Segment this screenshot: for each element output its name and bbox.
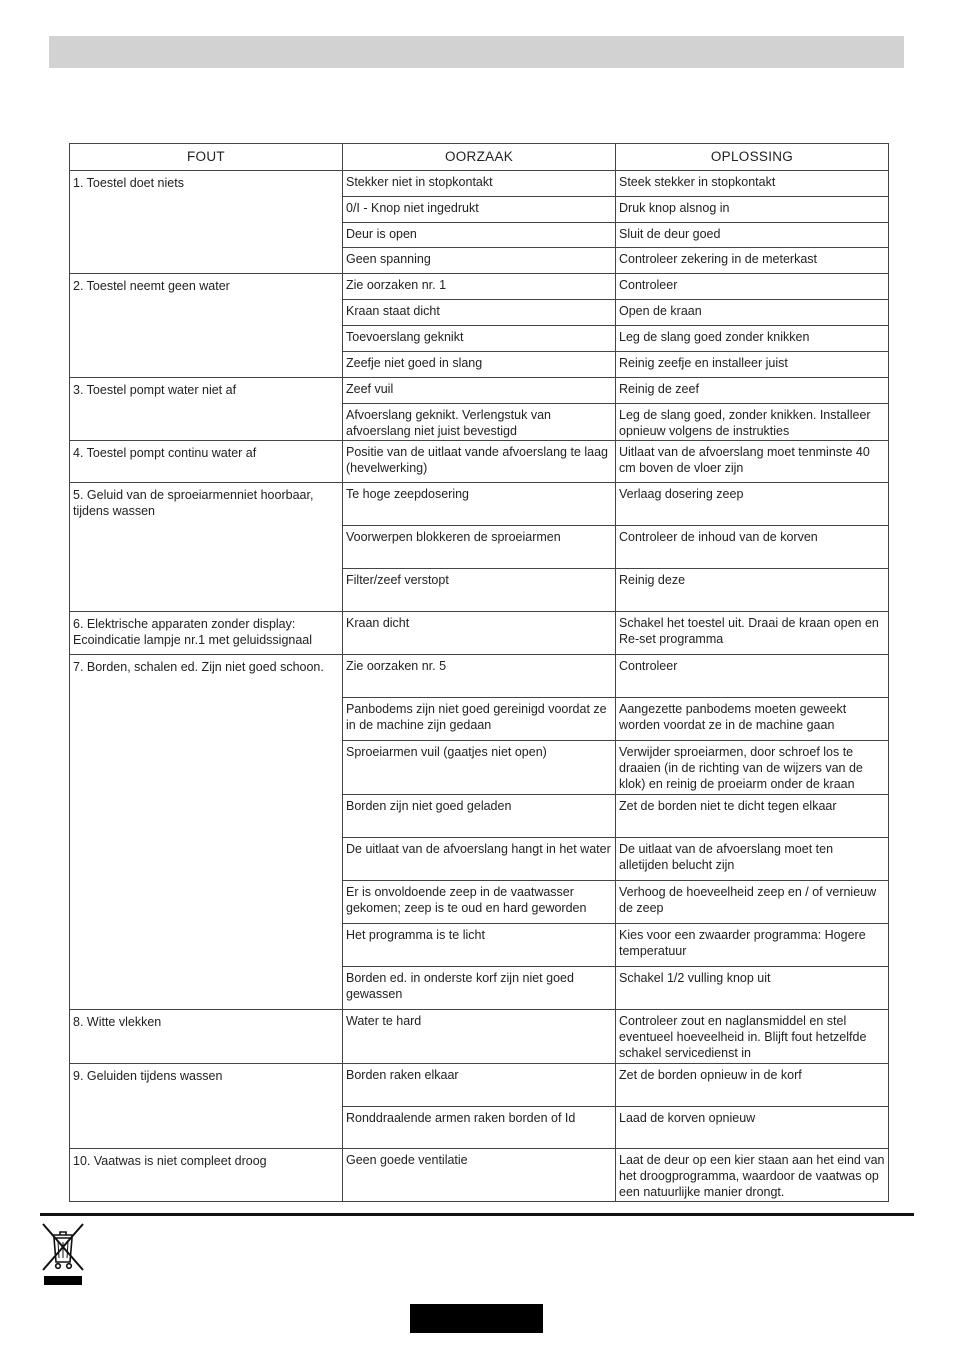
solution-cell: Schakel 1/2 vulling knop uit — [616, 967, 889, 1010]
fault-cell: 5. Geluid van de sproeiarmenniet hoorbaar, tijdens wassen — [70, 483, 343, 612]
fault-cell: 4. Toestel pompt continu water af — [70, 441, 343, 483]
solution-cell: Reinig deze — [616, 569, 889, 612]
solution-cell: Verlaag dosering zeep — [616, 483, 889, 526]
solution-cell: Steek stekker in stopkontakt — [616, 171, 889, 197]
solution-cell: De uitlaat van de afvoerslang moet ten alletijden belucht zijn — [616, 838, 889, 881]
cause-cell: Afvoerslang geknikt. Verlengstuk van afvoerslang niet juist bevestigd — [343, 404, 616, 441]
header-bar — [49, 36, 904, 68]
cause-cell: Kraan dicht — [343, 612, 616, 655]
cause-cell: Filter/zeef verstopt — [343, 569, 616, 612]
solution-cell: Schakel het toestel uit. Draai de kraan open en Re-set programma — [616, 612, 889, 655]
solution-cell: Kies voor een zwaarder programma: Hogere temperatuur — [616, 924, 889, 967]
solution-cell: Leg de slang goed zonder knikken — [616, 326, 889, 352]
fault-cell: 6. Elektrische apparaten zonder display: Ecoindicatie lampje nr.1 met geluidssignaal — [70, 612, 343, 655]
table-row — [70, 378, 889, 404]
solution-cell: Uitlaat van de afvoerslang moet tenminste 40 cm boven de vloer zijn — [616, 441, 889, 483]
cause-cell: Zie oorzaken nr. 5 — [343, 655, 616, 698]
table-body — [70, 171, 889, 1202]
crossed-out-wheelie-bin-icon — [41, 1221, 85, 1287]
solution-cell: Controleer — [616, 655, 889, 698]
column-header-cause: OORZAAK — [343, 144, 616, 171]
cause-cell: Ronddraalende armen raken borden of Id — [343, 1107, 616, 1149]
page-number-tab — [410, 1304, 543, 1333]
cause-cell: Zeefje niet goed in slang — [343, 352, 616, 378]
cause-cell: Water te hard — [343, 1010, 616, 1064]
cause-cell: Er is onvoldoende zeep in de vaatwasser gekomen; zeep is te oud en hard geworden — [343, 881, 616, 924]
solution-cell: Leg de slang goed, zonder knikken. Installeer opnieuw volgens de instrukties — [616, 404, 889, 441]
cause-cell: Geen goede ventilatie — [343, 1149, 616, 1202]
fault-cell: 7. Borden, schalen ed. Zijn niet goed schoon. — [70, 655, 343, 1010]
solution-cell: Reinig zeefje en installeer juist — [616, 352, 889, 378]
cause-cell: Voorwerpen blokkeren de sproeiarmen — [343, 526, 616, 569]
cause-cell: Het programma is te licht — [343, 924, 616, 967]
troubleshooting-table — [69, 143, 889, 1202]
solution-cell: Druk knop alsnog in — [616, 197, 889, 223]
cause-cell: Toevoerslang geknikt — [343, 326, 616, 352]
table-header-row — [70, 144, 889, 171]
solution-cell: Laad de korven opnieuw — [616, 1107, 889, 1149]
table-row — [70, 1149, 889, 1202]
cause-cell: Panbodems zijn niet goed gereinigd voordat ze in de machine zijn gedaan — [343, 698, 616, 741]
table-row — [70, 483, 889, 526]
solution-cell: Zet de borden opnieuw in de korf — [616, 1064, 889, 1107]
cause-cell: Borden ed. in onderste korf zijn niet goed gewassen — [343, 967, 616, 1010]
cause-cell: Borden zijn niet goed geladen — [343, 795, 616, 838]
solution-cell: Sluit de deur goed — [616, 223, 889, 248]
solution-cell: Controleer zekering in de meterkast — [616, 248, 889, 274]
fault-cell: 10. Vaatwas is niet compleet droog — [70, 1149, 343, 1202]
cause-cell: 0/I - Knop niet ingedrukt — [343, 197, 616, 223]
cause-cell: Deur is open — [343, 223, 616, 248]
fault-cell: 2. Toestel neemt geen water — [70, 274, 343, 378]
cause-cell: Borden raken elkaar — [343, 1064, 616, 1107]
cause-cell: De uitlaat van de afvoerslang hangt in het water — [343, 838, 616, 881]
solution-cell: Verwijder sproeiarmen, door schroef los te draaien (in de richting van de wijzers van de klok) en reinig de proeiarm onder de kraan — [616, 741, 889, 795]
solution-cell: Reinig de zeef — [616, 378, 889, 404]
table-row — [70, 655, 889, 698]
cause-cell: Geen spanning — [343, 248, 616, 274]
column-header-fault: FOUT — [70, 144, 343, 171]
solution-cell: Controleer zout en naglansmiddel en stel eventueel hoeveelheid in. Blijft fout hetzelfde schakel servicedienst in — [616, 1010, 889, 1064]
table-row — [70, 274, 889, 300]
cause-cell: Zie oorzaken nr. 1 — [343, 274, 616, 300]
table-row — [70, 1064, 889, 1107]
table-row — [70, 441, 889, 483]
cause-cell: Stekker niet in stopkontakt — [343, 171, 616, 197]
table-row — [70, 612, 889, 655]
cause-cell: Te hoge zeepdosering — [343, 483, 616, 526]
footer-rule — [40, 1213, 914, 1216]
solution-cell: Zet de borden niet te dicht tegen elkaar — [616, 795, 889, 838]
solution-cell: Aangezette panbodems moeten geweekt worden voordat ze in de machine gaan — [616, 698, 889, 741]
cause-cell: Kraan staat dicht — [343, 300, 616, 326]
solution-cell: Laat de deur op een kier staan aan het eind van het droogprogramma, waardoor de vaatwas op een natuurlijke manier drongt. — [616, 1149, 889, 1202]
column-header-solution: OPLOSSING — [616, 144, 889, 171]
cause-cell: Sproeiarmen vuil (gaatjes niet open) — [343, 741, 616, 795]
table-row — [70, 171, 889, 197]
cause-cell: Zeef vuil — [343, 378, 616, 404]
solution-cell: Controleer de inhoud van de korven — [616, 526, 889, 569]
fault-cell: 8. Witte vlekken — [70, 1010, 343, 1064]
solution-cell: Open de kraan — [616, 300, 889, 326]
solution-cell: Verhoog de hoeveelheid zeep en / of vernieuw de zeep — [616, 881, 889, 924]
cause-cell: Positie van de uitlaat vande afvoerslang te laag (hevelwerking) — [343, 441, 616, 483]
fault-cell: 3. Toestel pompt water niet af — [70, 378, 343, 441]
solution-cell: Controleer — [616, 274, 889, 300]
fault-cell: 1. Toestel doet niets — [70, 171, 343, 274]
fault-cell: 9. Geluiden tijdens wassen — [70, 1064, 343, 1149]
table-row — [70, 1010, 889, 1064]
